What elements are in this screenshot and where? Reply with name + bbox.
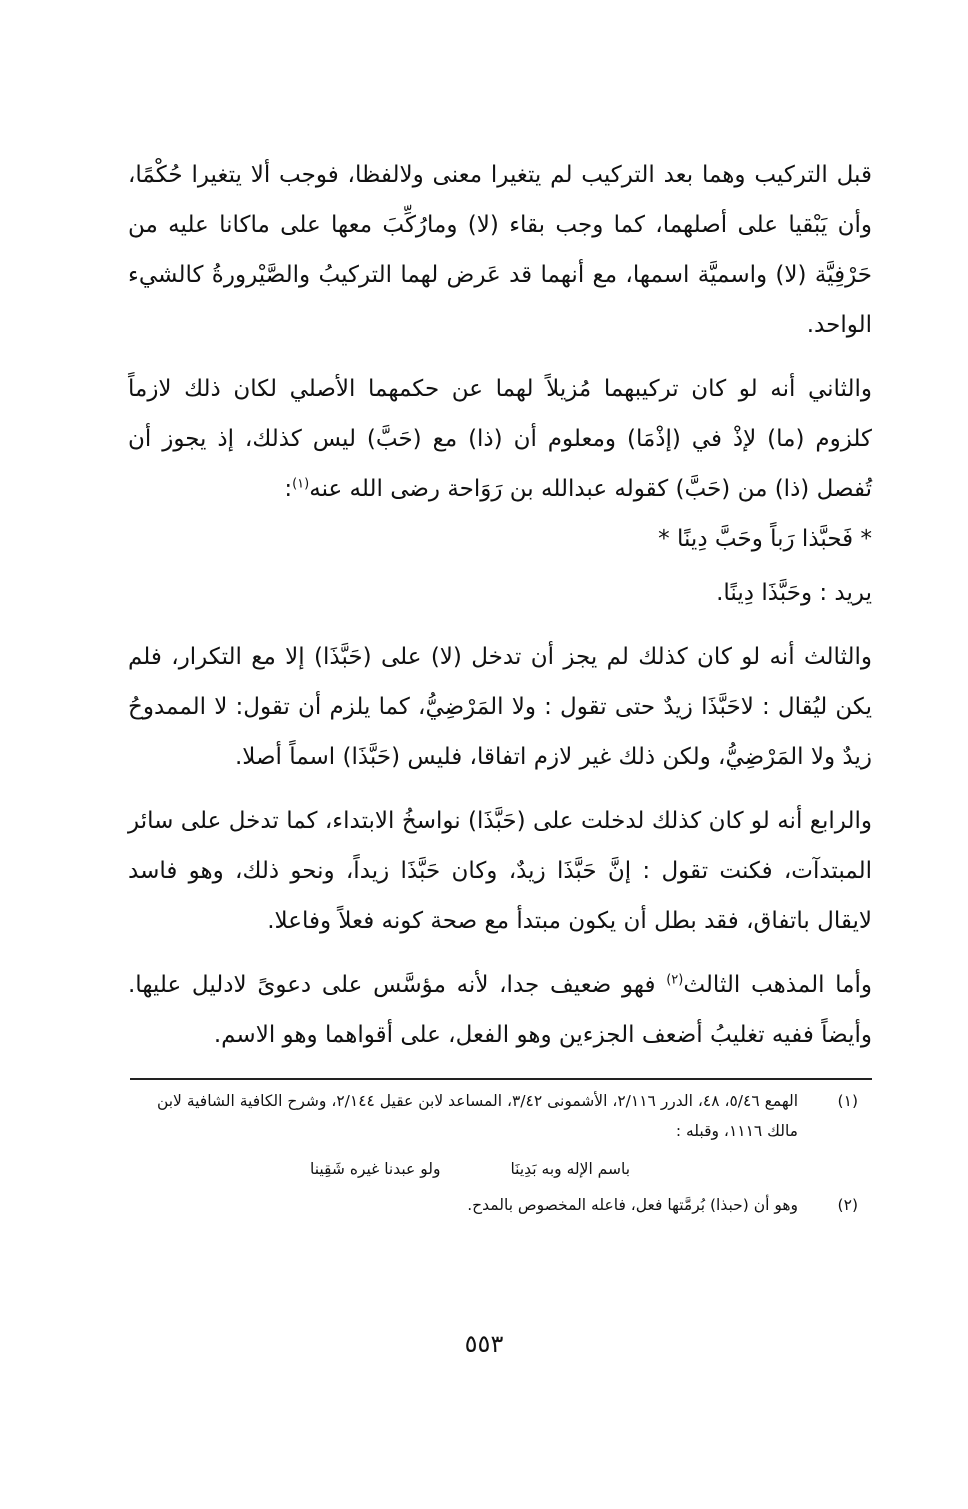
footnote-ref-1: (١) [292,476,310,492]
footnote-1-number: (١) [837,1092,858,1110]
verse-explanation: يريد : وحَبَّذَا دِينًا. [716,580,872,606]
paragraph-2-text: والثاني أنه لو كان تركيبهما مُزيلاً لهما عن حكمهما الأصلي لكان ذلك لازماً كلزوم (ما) لإذْ في (إذْمَا) ومعلوم أن (ذا) مع (حَبَّ) ليس كذلك، إذ يجوز أن تُفصل (ذا) من (حَبَّ) كقوله عبدالله بن رَوَاحة رضى الله عنه [128,376,872,502]
paragraph-3: والثالث أنه لو كان كذلك لم يجز أن تدخل (لا) على (حَبَّذَا) إلا مع التكرار، فلم يكن ليُقال : لاحَبَّذَا زيدٌ حتى تقول : ولا المَرْضِيُّ، كما يلزم أن تقول: لا الممدوحُ زيدٌ ولا المَرْضِيُّ، ولكن ذلك غير لازم اتفاقا، فليس (حَبَّذَا) اسماً أصلا. [128,644,872,770]
verse-quote: * فَحبَّذا رَباً وحَبَّ دِينًا * [658,526,872,552]
paragraph-5-start: وأما المذهب الثالث [683,972,872,998]
footnote-1-text: الهمع ٥/٤٦، ٤٨، الدرر ٢/١١٦، الأشمونى ٣/٤٢، المساعد لابن عقيل ٢/١٤٤، وشرح الكافية الشافية لابن مالك ١١١٦، وقبله : [156,1092,798,1140]
footnote-2-text: وهو أن (حبذا) بُرمَّتها فعل، فاعله المخصوص بالمدح. [467,1196,798,1214]
footnote-ref-2: (٢) [666,972,684,988]
paragraph-5-rest: فهو ضعيف جدا، لأنه مؤسَّس على دعوىً لادليل عليها. وأيضاً ففيه تغليبُ أضعف الجزءين وهو الفعل، على أقواهما وهو الاسم. [128,972,872,1048]
paragraph-4: والرابع أنه لو كان كذلك لدخلت على (حَبَّذَا) نواسخُ الابتداء، كما تدخل على سائر المبتدآت، فكنت تقول : إنَّ حَبَّذَا زيدٌ، وكان حَبَّذَا زيداً، ونحو ذلك، وهو فاسد لايقال باتفاق، فقد بطل أن يكون مبتدأ مع صحة كونه فعلاً وفاعلا. [128,808,872,934]
paragraph-5 [128,960,872,1060]
paragraph-1: قبل التركيب وهما بعد التركيب لم يتغيرا معنى ولالفظا، فوجب ألا يتغيرا حُكْمًا، وأن يَبْقيا على أصلهما، كما وجب بقاء (لا) ومارُكِّبَ معها على ماكانا عليه من حَرْفِيَّة (لا) واسميَّة اسمها، مع أنهما قد عَرض لهما التركيبُ والصَّيْرورةُ كالشيء الواحد. [128,162,872,338]
footnote-1-verse [128,1154,872,1184]
page-number: ٥٥٣ [464,1330,504,1358]
footnotes [128,1086,872,1220]
paragraph-2 [128,364,872,514]
paragraph-2-colon: : [284,476,293,502]
footnote-1-verse-first-half: باسم الإله وبه بَدِينَا [510,1160,631,1178]
footnote-divider [130,1078,872,1080]
footnote-1-verse-second-half: ولو عبدنا غيره شَقِينا [309,1160,441,1178]
footnote-2 [128,1190,872,1220]
main-text [128,150,872,1060]
footnote-2-number: (٢) [837,1196,858,1214]
footnote-1 [128,1086,872,1146]
